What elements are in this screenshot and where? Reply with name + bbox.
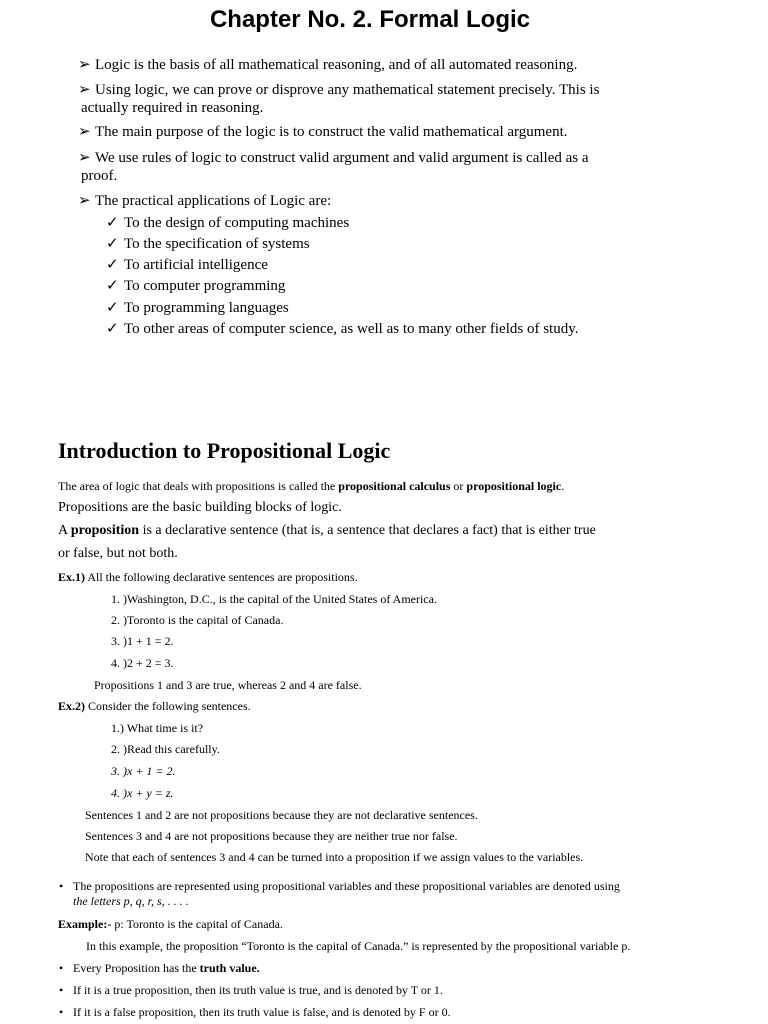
chapter-title: Chapter No. 2. Formal Logic bbox=[209, 6, 531, 33]
arrow-bullet-5 bbox=[78, 192, 658, 210]
example-2-note: Sentences 3 and 4 are not propositions because they are neither true nor false. bbox=[85, 829, 458, 843]
check-icon: ✓ bbox=[106, 257, 119, 273]
bullet-text-continued: proof. bbox=[81, 168, 118, 184]
proposition-definition-continued: or false, but not both. bbox=[58, 546, 178, 561]
example-1-note: Propositions 1 and 3 are true, whereas 2 and 4 are false. bbox=[94, 678, 362, 692]
term-proposition: proposition bbox=[70, 523, 140, 538]
proposition-definition: A proposition is a declarative sentence (that is, a sentence that declares a fact) that is either true bbox=[58, 523, 596, 538]
example-1-item: 3. )1 + 1 = 2. bbox=[111, 634, 174, 648]
example-2-note: Sentences 1 and 2 are not propositions because they are not declarative sentences. bbox=[85, 808, 478, 822]
arrow-bullet-icon: ➢ bbox=[78, 150, 91, 166]
example-1-item: 4. )2 + 2 = 3. bbox=[111, 656, 174, 670]
example-2-heading: Ex.2) Consider the following sentences. bbox=[58, 699, 251, 713]
example-explanation: In this example, the proposition “Toronto is the capital of Canada.” is represented by the propositional variable p. bbox=[86, 939, 631, 953]
bullet-text: The main purpose of the logic is to construct the valid mathematical argument. bbox=[95, 124, 568, 140]
example-heading: Example:- p: Toronto is the capital of Canada. bbox=[58, 917, 283, 931]
term-truth-value: truth value. bbox=[199, 961, 260, 975]
bullet-dot-icon: • bbox=[59, 879, 64, 893]
application-item: ✓ To programming languages bbox=[106, 300, 289, 316]
example-2-item: 4. )x + y = z. bbox=[111, 786, 174, 800]
bullet-dot-icon: • bbox=[59, 961, 64, 975]
intro-paragraph-1: The area of logic that deals with propositions is called the propositional calculus or propositional logic. bbox=[58, 479, 565, 493]
arrow-bullet-3 bbox=[78, 123, 658, 141]
true-proposition-bullet: If it is a true proposition, then its truth value is true, and is denoted by T or 1. bbox=[73, 983, 443, 997]
application-item: ✓ To other areas of computer science, as well as to many other fields of study. bbox=[106, 321, 579, 337]
term-propositional-calculus: propositional calculus bbox=[338, 479, 451, 493]
term-propositional-logic: propositional logic bbox=[466, 479, 562, 493]
truth-value-bullet: Every Proposition has the truth value. bbox=[73, 961, 260, 975]
check-icon: ✓ bbox=[106, 300, 119, 316]
example-1-item: 1. )Washington, D.C., is the capital of the United States of America. bbox=[111, 592, 437, 606]
variables-bullet: The propositions are represented using propositional variables and these propositional variables are denoted using the letters p, q, r, s, . . . . bbox=[73, 879, 620, 908]
check-icon: ✓ bbox=[106, 321, 119, 337]
example-2-item: 3. )x + 1 = 2. bbox=[111, 764, 176, 778]
bullet-dot-icon: • bbox=[59, 1005, 64, 1019]
section-heading: Introduction to Propositional Logic bbox=[58, 438, 391, 463]
check-icon: ✓ bbox=[106, 215, 119, 231]
check-icon: ✓ bbox=[106, 236, 119, 252]
bullet-text: The practical applications of Logic are: bbox=[95, 193, 332, 209]
bullet-text-continued: actually required in reasoning. bbox=[81, 100, 264, 116]
bullet-text: Using logic, we can prove or disprove any mathematical statement precisely. This is bbox=[95, 82, 600, 98]
intro-paragraph-2: Propositions are the basic building blocks of logic. bbox=[58, 500, 342, 515]
application-item: ✓ To the specification of systems bbox=[106, 236, 310, 252]
example-2-note: Note that each of sentences 3 and 4 can be turned into a proposition if we assign values to the variables. bbox=[85, 850, 584, 864]
example-2-item: 2. )Read this carefully. bbox=[111, 742, 220, 756]
arrow-bullet-icon: ➢ bbox=[78, 82, 91, 98]
arrow-bullet-icon: ➢ bbox=[78, 57, 91, 73]
bullet-text: Logic is the basis of all mathematical reasoning, and of all automated reasoning. bbox=[95, 57, 578, 73]
bullet-dot-icon: • bbox=[59, 983, 64, 997]
application-item: ✓ To computer programming bbox=[106, 278, 286, 294]
arrow-bullet-icon: ➢ bbox=[78, 193, 91, 209]
arrow-bullet-1 bbox=[78, 56, 658, 74]
application-item: ✓ To artificial intelligence bbox=[106, 257, 268, 273]
example-1-item: 2. )Toronto is the capital of Canada. bbox=[111, 613, 284, 627]
bullet-text: We use rules of logic to construct valid argument and valid argument is called as a bbox=[95, 150, 589, 166]
example-2-item: 1.) What time is it? bbox=[111, 721, 204, 735]
application-item: ✓ To the design of computing machines bbox=[106, 215, 350, 231]
false-proposition-bullet: If it is a false proposition, then its truth value is false, and is denoted by F or 0. bbox=[73, 1005, 451, 1019]
check-icon: ✓ bbox=[106, 278, 119, 294]
arrow-bullet-icon: ➢ bbox=[78, 124, 91, 140]
arrow-bullet-4 bbox=[78, 149, 658, 185]
example-1-heading: Ex.1) All the following declarative sentences are propositions. bbox=[58, 570, 358, 584]
arrow-bullet-2 bbox=[78, 81, 658, 117]
